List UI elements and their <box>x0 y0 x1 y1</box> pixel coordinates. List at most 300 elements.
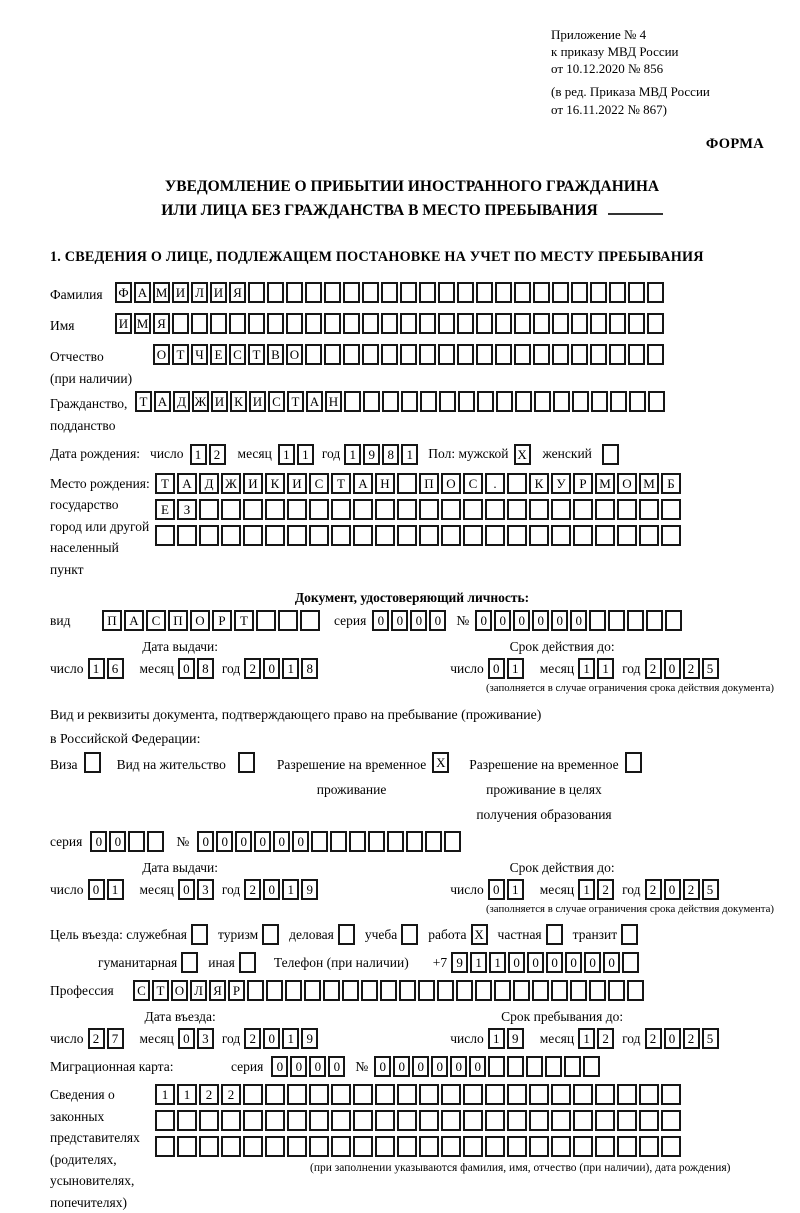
cell[interactable] <box>199 1110 219 1131</box>
cell[interactable] <box>256 610 276 631</box>
cell[interactable]: С <box>146 610 166 631</box>
cell[interactable] <box>287 499 307 520</box>
cell[interactable] <box>529 1110 549 1131</box>
cell[interactable]: 2 <box>209 444 226 465</box>
cell[interactable]: 0 <box>292 831 309 852</box>
cell[interactable]: 8 <box>197 658 214 679</box>
cell[interactable]: 0 <box>488 879 505 900</box>
cell[interactable]: 0 <box>429 610 446 631</box>
cell[interactable] <box>338 924 355 945</box>
cell[interactable]: Т <box>135 391 152 412</box>
cell[interactable] <box>551 499 571 520</box>
cell[interactable] <box>571 282 588 303</box>
cell[interactable] <box>399 980 416 1001</box>
cell[interactable] <box>617 499 637 520</box>
cell[interactable] <box>661 499 681 520</box>
cell[interactable] <box>475 980 492 1001</box>
identity-doc-kind-cells[interactable] <box>102 610 322 631</box>
cell[interactable] <box>331 1136 351 1157</box>
cell[interactable] <box>595 1110 615 1131</box>
cell[interactable] <box>513 980 530 1001</box>
cell[interactable] <box>375 1084 395 1105</box>
cell[interactable]: Ф <box>115 282 132 303</box>
cell[interactable]: 0 <box>216 831 233 852</box>
cell[interactable] <box>210 313 227 334</box>
cell[interactable]: X <box>471 924 488 945</box>
cell[interactable] <box>553 391 570 412</box>
cell[interactable] <box>456 980 473 1001</box>
cell[interactable] <box>155 525 175 546</box>
cell[interactable]: В <box>267 344 284 365</box>
cell[interactable]: 1 <box>488 1028 505 1049</box>
cell[interactable] <box>609 282 626 303</box>
cell[interactable]: И <box>249 391 266 412</box>
cell[interactable]: С <box>133 980 150 1001</box>
cell[interactable] <box>243 525 263 546</box>
cell[interactable] <box>419 499 439 520</box>
cell[interactable] <box>420 391 437 412</box>
purpose-work-checkbox[interactable] <box>471 924 490 945</box>
identity-valid-year-cells[interactable] <box>645 658 721 679</box>
entry-month-cells[interactable] <box>178 1028 216 1049</box>
cell[interactable]: О <box>153 344 170 365</box>
cell[interactable] <box>362 344 379 365</box>
cell[interactable]: А <box>177 473 197 494</box>
cell[interactable] <box>485 525 505 546</box>
temp-permit-checkbox[interactable] <box>432 752 451 773</box>
residence-permit-checkbox[interactable] <box>238 752 257 773</box>
cell[interactable] <box>363 391 380 412</box>
cell[interactable]: 2 <box>244 658 261 679</box>
cell[interactable] <box>397 525 417 546</box>
cell[interactable] <box>622 952 639 973</box>
cell[interactable] <box>287 1084 307 1105</box>
cell[interactable] <box>627 980 644 1001</box>
cell[interactable]: 1 <box>597 658 614 679</box>
cell[interactable] <box>617 525 637 546</box>
cell[interactable] <box>343 282 360 303</box>
cell[interactable]: 1 <box>282 1028 299 1049</box>
cell[interactable]: 0 <box>263 1028 280 1049</box>
cell[interactable]: И <box>287 473 307 494</box>
cell[interactable]: З <box>177 499 197 520</box>
cell[interactable]: 0 <box>570 610 587 631</box>
cell[interactable] <box>639 1084 659 1105</box>
cell[interactable] <box>248 282 265 303</box>
cell[interactable] <box>485 1136 505 1157</box>
cell[interactable] <box>485 499 505 520</box>
cell[interactable]: П <box>419 473 439 494</box>
cell[interactable] <box>570 980 587 1001</box>
cell[interactable] <box>496 391 513 412</box>
cell[interactable] <box>191 313 208 334</box>
cell[interactable] <box>419 282 436 303</box>
cell[interactable] <box>495 313 512 334</box>
cell[interactable] <box>401 924 418 945</box>
cell[interactable] <box>397 1136 417 1157</box>
cell[interactable]: 0 <box>546 952 563 973</box>
cell[interactable]: Т <box>248 344 265 365</box>
cell[interactable] <box>546 924 563 945</box>
cell[interactable] <box>529 1084 549 1105</box>
cell[interactable] <box>647 344 664 365</box>
cell[interactable] <box>344 391 361 412</box>
cell[interactable]: 2 <box>683 879 700 900</box>
cell[interactable] <box>309 1136 329 1157</box>
cell[interactable] <box>639 1110 659 1131</box>
cell[interactable]: 2 <box>597 1028 614 1049</box>
cell[interactable] <box>300 610 320 631</box>
cell[interactable]: 0 <box>431 1056 448 1077</box>
cell[interactable] <box>573 1084 593 1105</box>
cell[interactable] <box>552 313 569 334</box>
cell[interactable] <box>286 313 303 334</box>
cell[interactable] <box>476 313 493 334</box>
migration-card-series-cells[interactable] <box>271 1056 347 1077</box>
cell[interactable] <box>661 1084 681 1105</box>
birth-place-row3-cells[interactable] <box>155 525 683 546</box>
cell[interactable] <box>177 1136 197 1157</box>
cell[interactable] <box>267 282 284 303</box>
cell[interactable]: 8 <box>382 444 399 465</box>
birth-year-cells[interactable] <box>344 444 420 465</box>
cell[interactable]: Р <box>212 610 232 631</box>
purpose-transit-checkbox[interactable] <box>621 924 640 945</box>
cell[interactable] <box>181 952 198 973</box>
purpose-private-checkbox[interactable] <box>546 924 565 945</box>
cell[interactable]: Л <box>191 282 208 303</box>
birth-place-row1-cells[interactable] <box>155 473 683 494</box>
cell[interactable]: 1 <box>507 658 524 679</box>
cell[interactable] <box>639 1136 659 1157</box>
identity-doc-number-cells[interactable] <box>475 610 684 631</box>
cell[interactable]: 0 <box>664 879 681 900</box>
cell[interactable] <box>507 1110 527 1131</box>
cell[interactable]: Т <box>152 980 169 1001</box>
cell[interactable] <box>248 313 265 334</box>
cell[interactable]: 1 <box>155 1084 175 1105</box>
stay-day-cells[interactable] <box>488 1028 526 1049</box>
cell[interactable] <box>507 473 527 494</box>
cell[interactable] <box>305 282 322 303</box>
cell[interactable]: Ж <box>221 473 241 494</box>
cell[interactable]: 0 <box>372 610 389 631</box>
cell[interactable] <box>514 282 531 303</box>
cell[interactable]: Н <box>325 391 342 412</box>
cell[interactable] <box>591 391 608 412</box>
cell[interactable]: И <box>115 313 132 334</box>
cell[interactable]: 0 <box>290 1056 307 1077</box>
cell[interactable]: 9 <box>507 1028 524 1049</box>
cell[interactable] <box>309 525 329 546</box>
cell[interactable]: Т <box>287 391 304 412</box>
residence-valid-day-cells[interactable] <box>488 879 526 900</box>
cell[interactable] <box>331 1084 351 1105</box>
cell[interactable] <box>265 1110 285 1131</box>
cell[interactable]: 1 <box>401 444 418 465</box>
cell[interactable] <box>381 344 398 365</box>
cell[interactable]: 0 <box>109 831 126 852</box>
cell[interactable]: 0 <box>271 1056 288 1077</box>
cell[interactable] <box>243 499 263 520</box>
cell[interactable]: 2 <box>597 879 614 900</box>
cell[interactable] <box>551 1084 571 1105</box>
cell[interactable]: И <box>172 282 189 303</box>
cell[interactable]: 0 <box>565 952 582 973</box>
cell[interactable] <box>529 525 549 546</box>
cell[interactable]: А <box>124 610 144 631</box>
cell[interactable] <box>463 1110 483 1131</box>
cell[interactable]: 0 <box>450 1056 467 1077</box>
cell[interactable]: 9 <box>451 952 468 973</box>
cell[interactable]: 2 <box>244 1028 261 1049</box>
cell[interactable] <box>639 499 659 520</box>
identity-valid-day-cells[interactable] <box>488 658 526 679</box>
cell[interactable] <box>485 1110 505 1131</box>
cell[interactable] <box>534 391 551 412</box>
cell[interactable]: 1 <box>344 444 361 465</box>
cell[interactable] <box>397 1084 417 1105</box>
cell[interactable] <box>495 344 512 365</box>
cell[interactable]: 1 <box>107 879 124 900</box>
cell[interactable] <box>353 1110 373 1131</box>
cell[interactable]: Ч <box>191 344 208 365</box>
cell[interactable]: М <box>595 473 615 494</box>
cell[interactable] <box>419 1136 439 1157</box>
entry-year-cells[interactable] <box>244 1028 320 1049</box>
cell[interactable] <box>595 1084 615 1105</box>
residence-valid-year-cells[interactable] <box>645 879 721 900</box>
cell[interactable] <box>583 1056 600 1077</box>
cell[interactable] <box>311 831 328 852</box>
cell[interactable]: 0 <box>508 952 525 973</box>
cell[interactable]: 8 <box>301 658 318 679</box>
cell[interactable] <box>419 344 436 365</box>
cell[interactable]: 5 <box>702 1028 719 1049</box>
cell[interactable] <box>419 313 436 334</box>
cell[interactable]: 2 <box>645 1028 662 1049</box>
cell[interactable] <box>457 344 474 365</box>
cell[interactable] <box>155 1110 175 1131</box>
cell[interactable] <box>400 313 417 334</box>
cell[interactable] <box>441 525 461 546</box>
representatives-row1-cells[interactable] <box>155 1084 730 1105</box>
residence-doc-series-cells[interactable] <box>90 831 166 852</box>
cell[interactable] <box>572 391 589 412</box>
cell[interactable] <box>287 1110 307 1131</box>
cell[interactable]: 0 <box>513 610 530 631</box>
citizenship-cells[interactable] <box>135 391 667 412</box>
cell[interactable] <box>221 499 241 520</box>
representatives-row3-cells[interactable] <box>155 1136 730 1157</box>
cell[interactable] <box>533 313 550 334</box>
cell[interactable] <box>526 1056 543 1077</box>
cell[interactable] <box>324 313 341 334</box>
cell[interactable] <box>287 525 307 546</box>
cell[interactable] <box>661 525 681 546</box>
cell[interactable] <box>441 1110 461 1131</box>
cell[interactable]: 0 <box>178 1028 195 1049</box>
cell[interactable] <box>529 1136 549 1157</box>
cell[interactable]: 0 <box>532 610 549 631</box>
cell[interactable] <box>343 344 360 365</box>
cell[interactable] <box>84 752 101 773</box>
cell[interactable]: 0 <box>391 610 408 631</box>
purpose-business-checkbox[interactable] <box>338 924 357 945</box>
cell[interactable]: 0 <box>412 1056 429 1077</box>
cell[interactable] <box>323 980 340 1001</box>
cell[interactable]: А <box>154 391 171 412</box>
cell[interactable]: 1 <box>282 658 299 679</box>
cell[interactable] <box>648 391 665 412</box>
identity-valid-month-cells[interactable] <box>578 658 616 679</box>
cell[interactable]: 0 <box>393 1056 410 1077</box>
purpose-official-checkbox[interactable] <box>191 924 210 945</box>
cell[interactable]: П <box>102 610 122 631</box>
cell[interactable] <box>463 1136 483 1157</box>
cell[interactable]: К <box>265 473 285 494</box>
cell[interactable] <box>380 980 397 1001</box>
cell[interactable] <box>285 980 302 1001</box>
cell[interactable]: Д <box>199 473 219 494</box>
identity-issue-year-cells[interactable] <box>244 658 320 679</box>
cell[interactable]: 2 <box>645 658 662 679</box>
cell[interactable]: 6 <box>107 658 124 679</box>
surname-cells[interactable] <box>115 282 666 303</box>
cell[interactable]: . <box>485 473 505 494</box>
identity-issue-month-cells[interactable] <box>178 658 216 679</box>
cell[interactable] <box>617 1084 637 1105</box>
cell[interactable] <box>610 391 627 412</box>
cell[interactable]: Ж <box>192 391 209 412</box>
cell[interactable]: Л <box>190 980 207 1001</box>
residence-issue-day-cells[interactable] <box>88 879 126 900</box>
cell[interactable]: 5 <box>702 879 719 900</box>
cell[interactable]: X <box>514 444 531 465</box>
cell[interactable]: А <box>353 473 373 494</box>
cell[interactable] <box>514 313 531 334</box>
cell[interactable]: Я <box>209 980 226 1001</box>
cell[interactable] <box>418 980 435 1001</box>
cell[interactable] <box>437 980 454 1001</box>
cell[interactable] <box>441 1084 461 1105</box>
cell[interactable] <box>362 313 379 334</box>
cell[interactable] <box>381 282 398 303</box>
cell[interactable] <box>382 391 399 412</box>
temp-permit-edu-checkbox[interactable] <box>625 752 644 773</box>
cell[interactable] <box>617 1110 637 1131</box>
cell[interactable]: 1 <box>282 879 299 900</box>
birth-month-cells[interactable] <box>278 444 316 465</box>
cell[interactable]: О <box>286 344 303 365</box>
cell[interactable] <box>533 282 550 303</box>
cell[interactable] <box>199 499 219 520</box>
cell[interactable] <box>573 1110 593 1131</box>
cell[interactable] <box>665 610 682 631</box>
title-blank-underline[interactable] <box>608 213 663 215</box>
cell[interactable]: 0 <box>197 831 214 852</box>
cell[interactable]: 0 <box>328 1056 345 1077</box>
cell[interactable] <box>155 1136 175 1157</box>
cell[interactable] <box>573 1136 593 1157</box>
cell[interactable]: 0 <box>235 831 252 852</box>
cell[interactable] <box>494 980 511 1001</box>
cell[interactable]: К <box>529 473 549 494</box>
cell[interactable] <box>304 980 321 1001</box>
cell[interactable] <box>621 924 638 945</box>
cell[interactable] <box>387 831 404 852</box>
cell[interactable]: 0 <box>551 610 568 631</box>
cell[interactable]: 1 <box>470 952 487 973</box>
cell[interactable]: 2 <box>683 658 700 679</box>
cell[interactable]: 0 <box>263 879 280 900</box>
cell[interactable] <box>309 1110 329 1131</box>
cell[interactable] <box>265 1084 285 1105</box>
stay-month-cells[interactable] <box>578 1028 616 1049</box>
cell[interactable]: 0 <box>254 831 271 852</box>
cell[interactable] <box>573 499 593 520</box>
purpose-tourism-checkbox[interactable] <box>262 924 281 945</box>
cell[interactable]: К <box>230 391 247 412</box>
cell[interactable] <box>243 1136 263 1157</box>
phone-cells[interactable] <box>451 952 641 973</box>
cell[interactable]: И <box>210 282 227 303</box>
cell[interactable] <box>221 1110 241 1131</box>
cell[interactable] <box>375 499 395 520</box>
cell[interactable]: О <box>617 473 637 494</box>
cell[interactable] <box>571 344 588 365</box>
cell[interactable]: 0 <box>664 1028 681 1049</box>
cell[interactable] <box>401 391 418 412</box>
cell[interactable] <box>353 1136 373 1157</box>
cell[interactable] <box>488 1056 505 1077</box>
birth-day-cells[interactable] <box>190 444 228 465</box>
cell[interactable] <box>647 313 664 334</box>
cell[interactable]: 1 <box>88 658 105 679</box>
cell[interactable]: Я <box>229 282 246 303</box>
cell[interactable]: 0 <box>603 952 620 973</box>
cell[interactable] <box>507 1136 527 1157</box>
cell[interactable] <box>147 831 164 852</box>
cell[interactable]: 0 <box>90 831 107 852</box>
cell[interactable] <box>477 391 494 412</box>
cell[interactable] <box>309 1084 329 1105</box>
cell[interactable]: 0 <box>263 658 280 679</box>
cell[interactable] <box>191 924 208 945</box>
cell[interactable] <box>286 282 303 303</box>
cell[interactable] <box>514 344 531 365</box>
cell[interactable] <box>646 610 663 631</box>
purpose-study-checkbox[interactable] <box>401 924 420 945</box>
purpose-humanitarian-checkbox[interactable] <box>181 952 200 973</box>
cell[interactable]: Р <box>573 473 593 494</box>
cell[interactable] <box>243 1110 263 1131</box>
cell[interactable]: 5 <box>702 658 719 679</box>
cell[interactable]: 1 <box>578 658 595 679</box>
cell[interactable] <box>463 499 483 520</box>
cell[interactable] <box>349 831 366 852</box>
cell[interactable] <box>551 525 571 546</box>
cell[interactable] <box>438 282 455 303</box>
cell[interactable] <box>625 752 642 773</box>
cell[interactable]: Н <box>375 473 395 494</box>
cell[interactable] <box>457 282 474 303</box>
cell[interactable]: 0 <box>527 952 544 973</box>
cell[interactable] <box>463 1084 483 1105</box>
cell[interactable] <box>602 444 619 465</box>
cell[interactable] <box>397 1110 417 1131</box>
cell[interactable] <box>595 499 615 520</box>
